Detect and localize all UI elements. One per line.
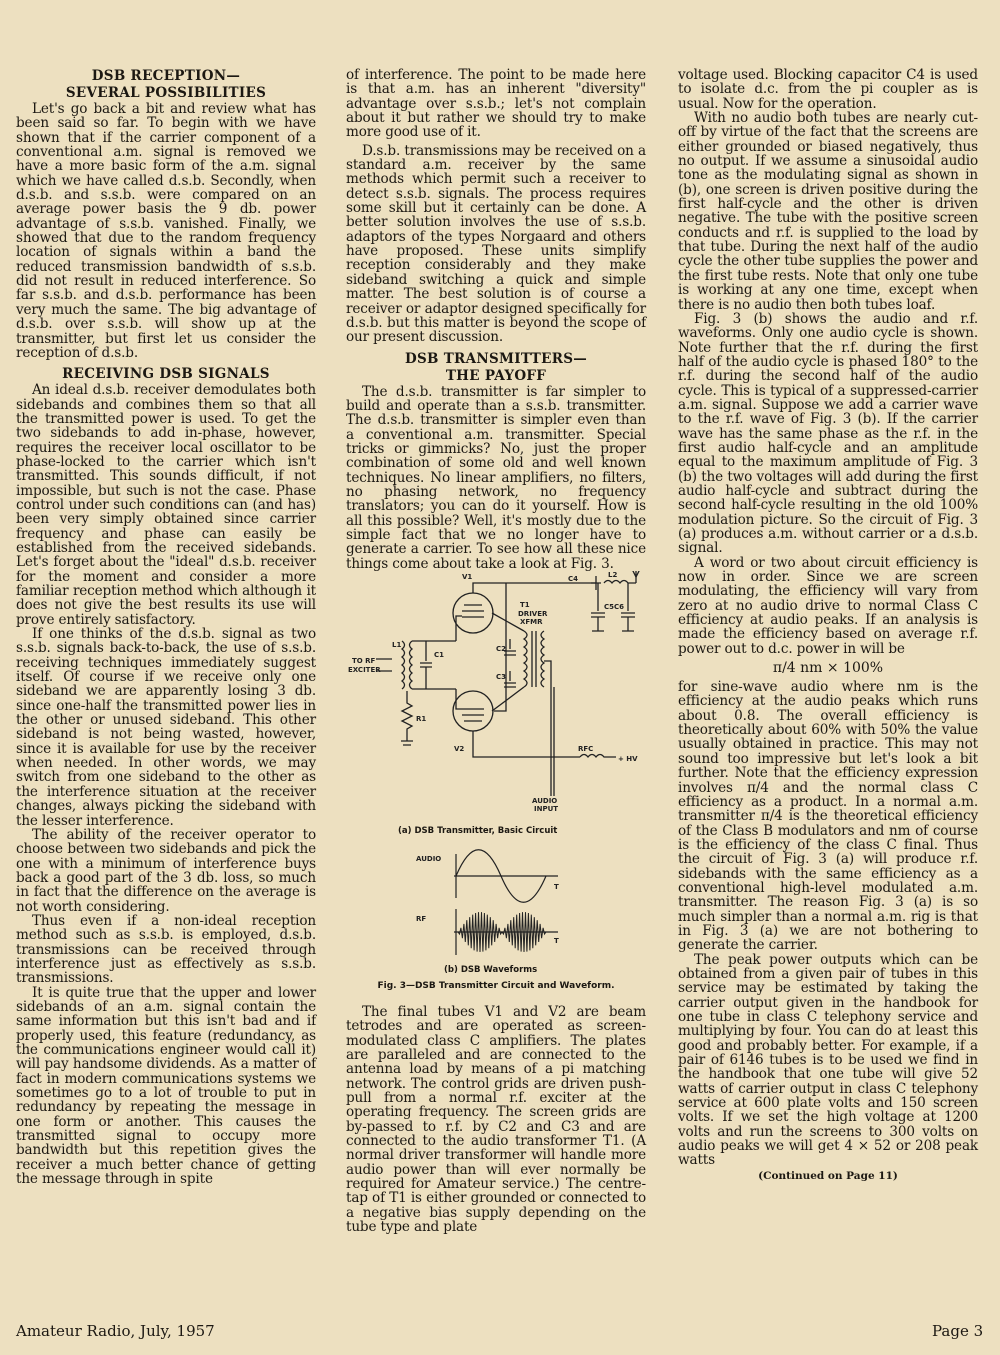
paragraph: for sine-wave audio where nm is the efficiency at the audio peaks which runs about 0.8. The overall efficiency is theoretically about 60% with 50% the value usually obtained in practice. This may not sound too impressive but let's look a bit further. Note that the efficiency expression involves π/4 and the normal class C efficiency as a product. In a normal a.m. transmitter π/4 is the theoretical efficiency of the Class B modulators and nm of course is the efficiency of the class C final. Thus the circuit of Fig. 3 (a) will produce r.f. sidebands with the same efficiency as a conventional high-level modulated a.m. transmitter. The reason Fig. 3 (a) is so much simpler than a normal a.m. rig is that in Fig. 3 (a) we are not bothering to generate the carrier. — [678, 679, 978, 954]
label-c5: C5 — [604, 603, 615, 611]
figure-3 — [346, 571, 646, 981]
label-hv: + HV — [618, 755, 638, 763]
paragraph: An ideal d.s.b. receiver demodulates both sidebands and combines them so that all the transmitted power is used. To get the two sidebands to add in-phase, however, requires the receiver local oscillator to be phase-locked to the carrier which isn't transmitted. This sounds difficult, if not impossible, but such is not the case. Phase control under such conditions can (and has) been very simply obtained since carrier frequency and phase can easily be established from the received sidebands. Let's forget about the "ideal" d.s.b. receiver for the moment and consider a more familiar reception method which although it does not give the best results its use will prove entirely satisfactory. — [16, 382, 316, 628]
label-audio-input-2: INPUT — [534, 805, 559, 813]
label-v2: V2 — [454, 745, 465, 753]
figure-caption-a: (a) DSB Transmitter, Basic Circuit — [398, 826, 558, 836]
section-heading: RECEIVING DSB SIGNALS — [62, 366, 270, 383]
label-driver: DRIVER — [518, 610, 548, 618]
paragraph: A word or two about circuit efficiency is now in order. Since we are screen modulating, the efficiency will vary from zero at no audio drive to normal Class C efficiency at audio peaks. If an analysis is made the efficiency based on average r.f. power out to d.c. power in will be — [678, 554, 978, 657]
paragraph: The peak power outputs which can be obtained from a given pair of tubes in this service may be estimated by taking the carrier output given in the handbook for one tube in class C telephony service and multiplying by four. You can do at least this good and probably better. For example, if a pair of 6146 tubes is to be used we find in the handbook that one tube will give 52 watts of carrier output in class C telephony service at 600 plate volts and 150 screen volts. If we set the high voltage at 1200 volts and run the screens to 300 volts on audio peaks we will get 4 × 52 or 208 peak watts — [678, 951, 978, 1169]
column-1 — [16, 68, 316, 1186]
label-audio-input-1: AUDIO — [532, 797, 558, 805]
paragraph: D.s.b. transmissions may be received on a standard a.m. receiver by the same methods which permit such a receiver to detect s.s.b. signals. The process requires some skill but it certainly can be done. A better solution involves the use of s.s.b. adaptors of the types Norgaard and others have proposed. These units simplify reception considerably and they make sideband switching a quick and simple matter. The best solution is of course a receiver or adaptor designed specifically for d.s.b. but this matter is beyond the scope of our present discussion. — [346, 142, 646, 346]
efficiency-formula: π/4 nm × 100% — [772, 660, 884, 677]
section-heading: DSB RECEPTION— — [91, 68, 241, 84]
label-rf: RF — [416, 915, 427, 923]
label-xfmr: XFMR — [520, 618, 543, 626]
label-t-audio: T — [554, 883, 559, 891]
paragraph: The d.s.b. transmitter is far simpler to build and operate than a s.s.b. transmitter. The d.s.b. transmitter is simpler even than a conventional a.m. transmitter. Special tricks or gimmicks? No, just the proper combination of some old and well known techniques. No linear amplifiers, no filters, no phasing network, no frequency translators; you can do it yourself. How is all this possible? Well, it's mostly due to the simple fact that we no longer have to generate a carrier. To see how all these nice things come about take a look at Fig. 3. — [346, 383, 646, 572]
footer-publication: Amateur Radio, July, 1957 — [16, 1322, 215, 1340]
paragraph: Let's go back a bit and review what has been said so far. To begin with we have shown that if the carrier component of a conventional a.m. signal is removed we have a more basic form of the a.m. signal which we have called d.s.b. Secondly, when d.s.b. and s.s.b. were compared on an average power basis the 9 db. power advantage of s.s.b. vanished. Finally, we showed that due to the random frequency location of signals within a band the reduced transmission bandwidth of s.s.b. did not result in reduced interference. So far s.s.b. and d.s.b. performance has been very much the same. The big advantage of d.s.b. over s.s.b. will show up at the transmitter, but first let us consider the reception of d.s.b. — [16, 101, 316, 361]
label-c4: C4 — [568, 575, 579, 583]
label-c2: C2 — [496, 645, 507, 653]
label-t-rf: T — [554, 937, 559, 945]
section-heading: SEVERAL POSSIBILITIES — [65, 85, 267, 101]
column-2 — [346, 68, 646, 1235]
paragraph: The ability of the receiver operator to choose between two sidebands and pick the one with a minimum of interference buys back a good part of the 3 db. loss, so much in fact that the difference on the average is not worth considering. — [16, 826, 316, 915]
paragraph: With no audio both tubes are nearly cut-off by virtue of the fact that the screens are either grounded or biased negatively, thus no output. If we assume a sinusoidal audio tone as the modulating signal as shown in (b), one screen is driven positive during the first half-cycle and the other is driven negative. The tube with the positive screen conducts and r.f. is supplied to the load by that tube. During the next half of the audio cycle the other tube supplies the power and the first tube rests. Note that only one tube is working at any one time, except when there is no audio then both tubes loaf. — [678, 110, 978, 313]
paragraph: of interference. The point to be made here is that a.m. has an inherent "diversity" advantage over s.s.b.; let's not complain about it but rather we should try to make more good use of it. — [346, 67, 646, 141]
label-audio: AUDIO — [416, 855, 442, 863]
figure-caption-b: (b) DSB Waveforms — [444, 965, 538, 975]
label-t1: T1 — [520, 601, 530, 609]
footer-page-number: Page 3 — [932, 1322, 984, 1340]
label-l2: L2 — [608, 571, 618, 579]
column-3 — [678, 68, 978, 1182]
dsb-transmitter-diagram — [346, 571, 646, 981]
label-c1: C1 — [434, 651, 445, 659]
figure-caption: Fig. 3—DSB Transmitter Circuit and Waveform. — [377, 981, 615, 991]
paragraph: Fig. 3 (b) shows the audio and r.f. waveforms. Only one audio cycle is shown. Note further that the r.f. during the first half of the audio cycle is phased 180° to the r.f. during the second half of the audio cycle. This is typical of a suppressed-carrier a.m. signal. Suppose we add a carrier wave to the r.f. wave of Fig. 3 (b). If the carrier wave has the same phase as the r.f. in the first audio half-cycle and an amplitude equal to the maximum amplitude of Fig. 3 (b) the two voltages will add during the first audio half-cycle and subtract during the second half-cycle resulting in the old 100% modulation picture. So the circuit of Fig. 3 (a) produces a.m. without carrier or a d.s.b. signal. — [678, 310, 978, 557]
paragraph: voltage used. Blocking capacitor C4 is used to isolate d.c. from the pi coupler as is usual. Now for the operation. — [678, 67, 978, 112]
label-c6: C6 — [614, 603, 625, 611]
label-r1: R1 — [416, 715, 427, 723]
paragraph: If one thinks of the d.s.b. signal as two s.s.b. signals back-to-back, the use of s.s.b. receiving techniques immediately suggest itself. Of course if we receive only one sideband we are apparently losing 3 db. since one-half the transmitted power lies in the other or unused sideband. This other sideband is not being wasted, however, since it is available for use by the receiver when needed. In other words, we may switch from one sideband to the other as the interference situation at the receiver changes, always picking the sideband with the lesser interference. — [16, 626, 316, 829]
label-exciter: EXCITER — [348, 666, 381, 674]
paragraph: Thus even if a non-ideal reception method such as s.s.b. is employed, d.s.b. transmissions can be received through interference just as effectively as s.s.b. transmissions. — [16, 912, 316, 987]
continued-note: (Continued on Page 11) — [758, 1169, 898, 1182]
paragraph: It is quite true that the upper and lower sidebands of an a.m. signal contain the same information but this isn't bad and if properly used, this feature (redundancy, as the communications engineer would call it) will pay handsome dividends. As a matter of fact in modern communications systems we sometimes go to a lot of trouble to put in redundancy by repeating the message in one form or another. This causes the transmitted signal to occupy more bandwidth but this repetition gives the receiver a much better chance of getting the message through in spite — [16, 984, 316, 1188]
label-l1: L1 — [392, 641, 402, 649]
section-heading: THE PAYOFF — [445, 367, 547, 384]
label-v1: V1 — [462, 573, 473, 581]
label-c3: C3 — [496, 673, 507, 681]
section-heading: DSB TRANSMITTERS— — [404, 350, 588, 367]
label-to-rf: TO RF — [352, 657, 376, 665]
paragraph: The final tubes V1 and V2 are beam tetrodes and are operated as screen-modulated class C amplifiers. The plates are paralleled and are connected to the antenna load by means of a pi matching network. The control grids are driven push-pull from a normal r.f. exciter at the operating frequency. The screen grids are by-passed to r.f. by C2 and C3 and are connected to the audio transformer T1. (A normal driver transformer will handle more audio power than will ever normally be required for Amateur service.) The centre-tap of T1 is either grounded or connected to a negative bias supply depending on the tube type and plate — [346, 1004, 646, 1236]
label-rfc: RFC — [578, 745, 594, 753]
